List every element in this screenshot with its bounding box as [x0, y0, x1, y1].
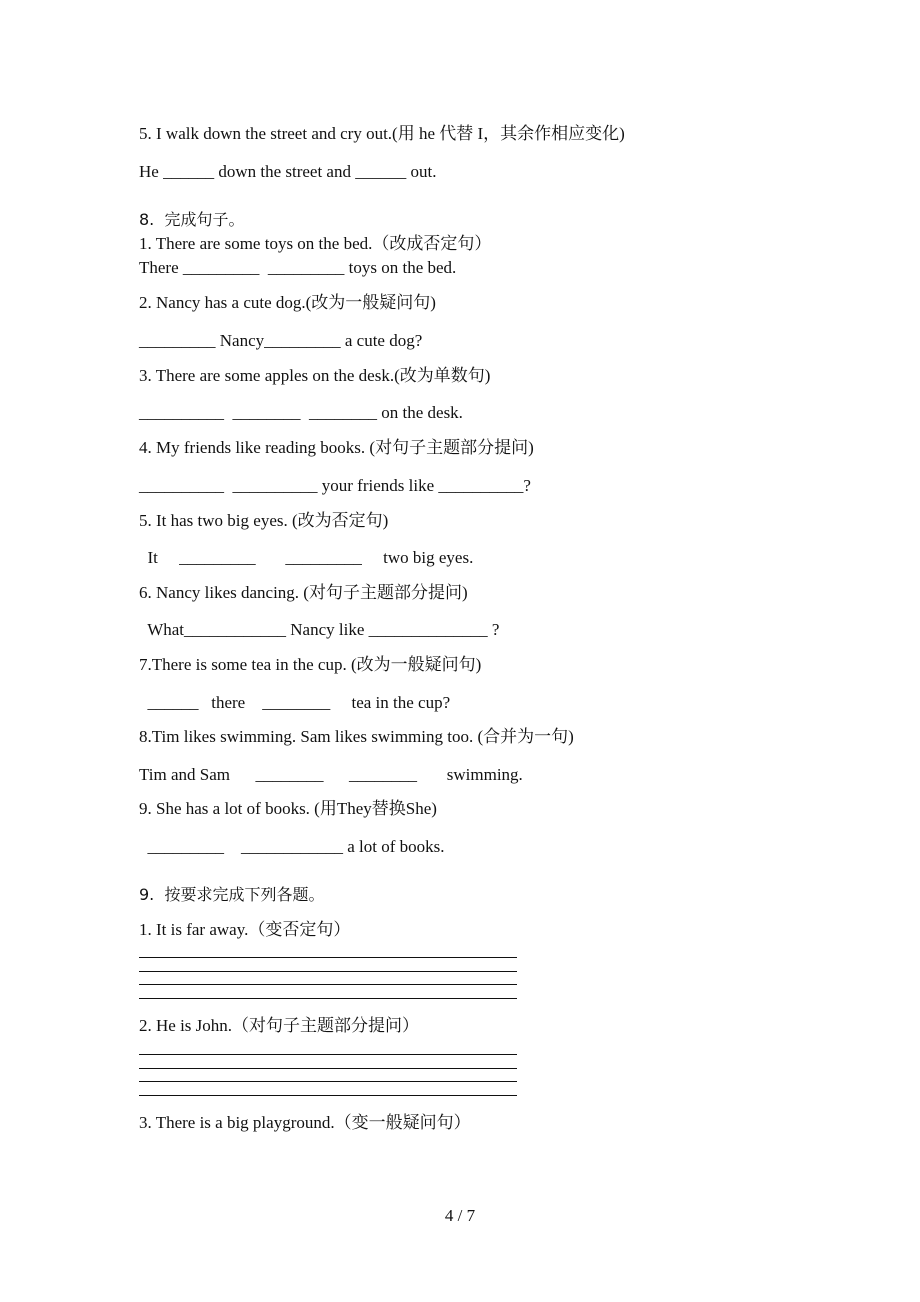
s8-q1-prompt: 1. There are some toys on the bed.（改成否定句）: [139, 234, 492, 253]
s8-q8-prompt: 8.Tim likes swimming. Sam likes swimming too. (合并为一句): [139, 727, 574, 746]
answer-line: [139, 1054, 517, 1055]
answer-line: [139, 957, 517, 958]
s8-q6-answer: What____________ Nancy like ______________ ?: [139, 620, 500, 639]
answer-line: [139, 998, 517, 999]
answer-line: [139, 1068, 517, 1069]
s8-q3-answer: __________ ________ ________ on the desk.: [139, 403, 463, 422]
answer-line: [139, 1081, 517, 1082]
answer-line: [139, 1095, 517, 1096]
s8-q5-prompt: 5. It has two big eyes. (改为否定句): [139, 511, 389, 530]
s8-q3-prompt: 3. There are some apples on the desk.(改为单数句): [139, 366, 491, 385]
s8-q2-prompt: 2. Nancy has a cute dog.(改为一般疑问句): [139, 293, 436, 312]
s8-q1-answer: There _________ _________ toys on the bed.: [139, 258, 457, 277]
s9-q3-prompt: 3. There is a big playground.（变一般疑问句）: [139, 1113, 471, 1132]
s8-q9-answer: _________ ____________ a lot of books.: [139, 837, 445, 856]
answer-line: [139, 984, 517, 985]
s8-q8-answer: Tim and Sam ________ ________ swimming.: [139, 765, 523, 784]
s8-q2-answer: _________ Nancy_________ a cute dog?: [139, 331, 423, 350]
answer-line: [139, 971, 517, 972]
section-9-heading: 9. 按要求完成下列各题。: [139, 885, 325, 904]
s8-q9-prompt: 9. She has a lot of books. (用They替换She): [139, 799, 437, 818]
s9-q2-prompt: 2. He is John.（对句子主题部分提问）: [139, 1016, 420, 1035]
s8-q7-answer: ______ there ________ tea in the cup?: [139, 693, 451, 712]
s9-q1-prompt: 1. It is far away.（变否定句）: [139, 920, 351, 939]
page-number: 4 / 7: [444, 1206, 476, 1225]
s7-q5-prompt: 5. I walk down the street and cry out.(用 he 代替 I，其余作相应变化): [139, 124, 625, 143]
s8-q4-prompt: 4. My friends like reading books. (对句子主题部分提问): [139, 438, 534, 457]
s8-q7-prompt: 7.There is some tea in the cup. (改为一般疑问句): [139, 655, 482, 674]
section-8-heading: 8. 完成句子。: [139, 210, 245, 229]
s8-q5-answer: It _________ _________ two big eyes.: [139, 548, 474, 567]
s8-q6-prompt: 6. Nancy likes dancing. (对句子主题部分提问): [139, 583, 468, 602]
s8-q4-answer: __________ __________ your friends like __________?: [139, 476, 531, 495]
s7-q5-answer: He ______ down the street and ______ out.: [139, 162, 437, 181]
